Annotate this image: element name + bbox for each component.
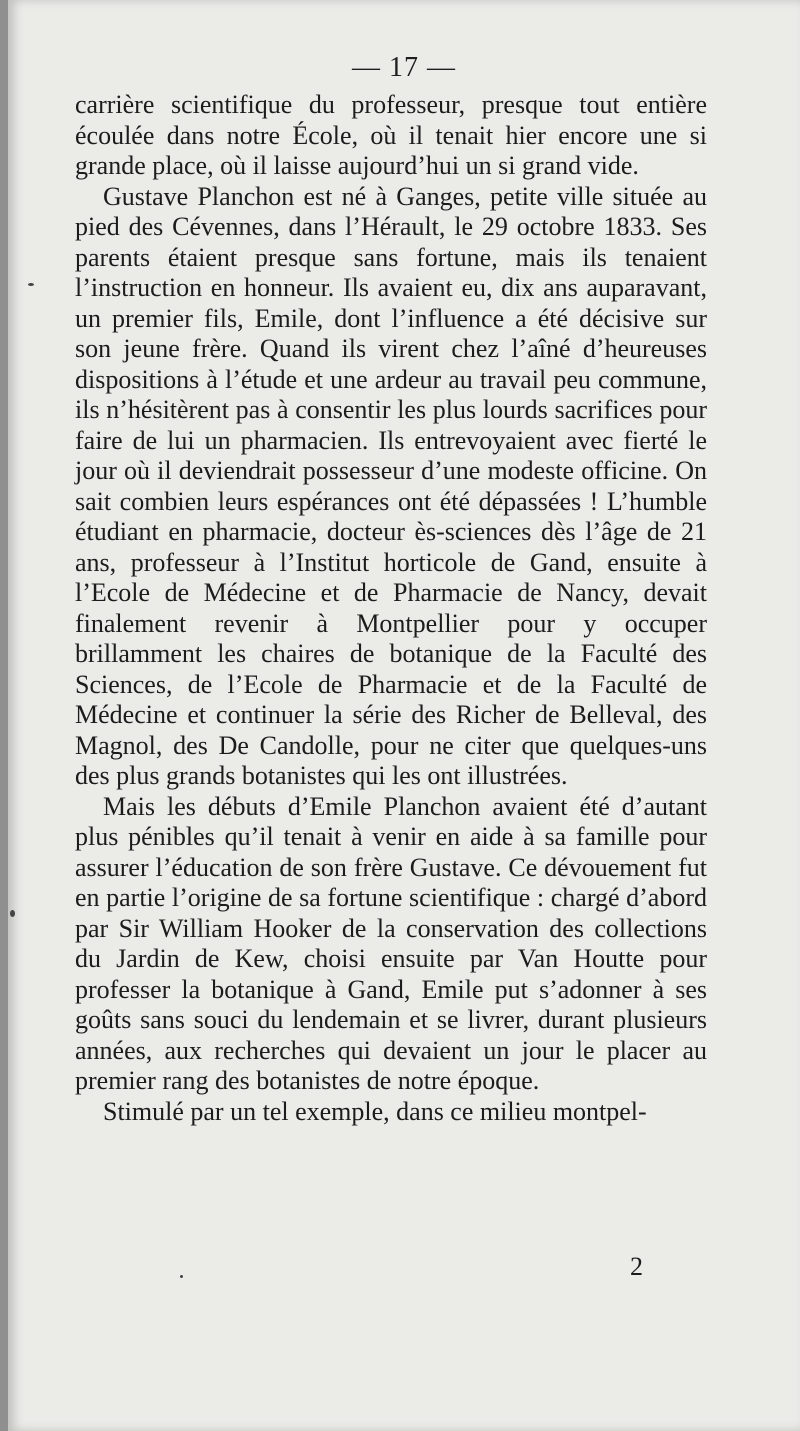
paragraph-continuation: carrière scientifique du professeur, presque tout entière écoulée dans notre École, où il tenait hier encore une si grande place, où il laisse aujourd’hui un si grand vide. (75, 90, 707, 180)
ink-speck (28, 283, 34, 286)
body-text (75, 90, 707, 1127)
paragraph-stimule: Stimulé par un tel exemple, dans ce milieu montpel- (103, 1096, 647, 1126)
paragraph-birth-and-family: Gustave Planchon est né à Ganges, petite ville située au pied des Cévennes, dans l’Hérault, le 29 octobre 1833. Ses parents étaient presque sans fortune, mais ils tenaient l’instruction en honneur. Ils avaient eu, dix ans auparavant, un premier fils, Emile, dont l’influence a été décisive sur son jeune frère. Quand ils virent chez l’aîné d’heureuses dispositions à l’étude et une ardeur au travail peu commune, ils n’hésitèrent pas à consentir les plus lourds sacrifices pour faire de lui un pharmacien. Ils entrevoyaient avec fierté le jour où il deviendrait possesseur d’une modeste officine. On sait combien leurs espérances ont été dépassées ! L’humble étudiant en pharmacie, docteur ès-sciences dès l’âge de 21 ans, professeur à l’Institut horticole de Gand, ensuite à l’Ecole de Médecine et de Pharmacie de Nancy, devait finalement revenir à Montpellier pour y occuper brillamment les chaires de botanique de la Faculté des Sciences, de l’Ecole de Pharmacie et de la Faculté de Médecine et continuer la série des Richer de Belleval, des Magnol, des De Candolle, pour ne citer que quelques-uns des plus grands botanistes qui les ont illustrées. (75, 181, 707, 790)
paragraph-emile-career: Mais les débuts d’Emile Planchon avaient été d’autant plus pénibles qu’il tenait à venir en aide à sa famille pour assurer l’éducation de son frère Gustave. Ce dévouement fut en partie l’origine de sa fortune scientifique : chargé d’abord par Sir William Hooker de la conservation des collections du Jardin de Kew, choisi ensuite par Van Houtte pour professer la botanique à Gand, Emile put s’adonner à ses goûts sans souci du lendemain et se livrer, durant plusieurs années, aux recherches qui devaient un jour le placer au premier rang des botanistes de notre époque. (75, 791, 707, 1095)
signature-mark: 2 (630, 1252, 643, 1281)
book-page (8, 0, 800, 1431)
page-number: — 17 — (352, 52, 456, 83)
ink-speck (10, 910, 15, 917)
ink-speck (180, 1275, 183, 1278)
